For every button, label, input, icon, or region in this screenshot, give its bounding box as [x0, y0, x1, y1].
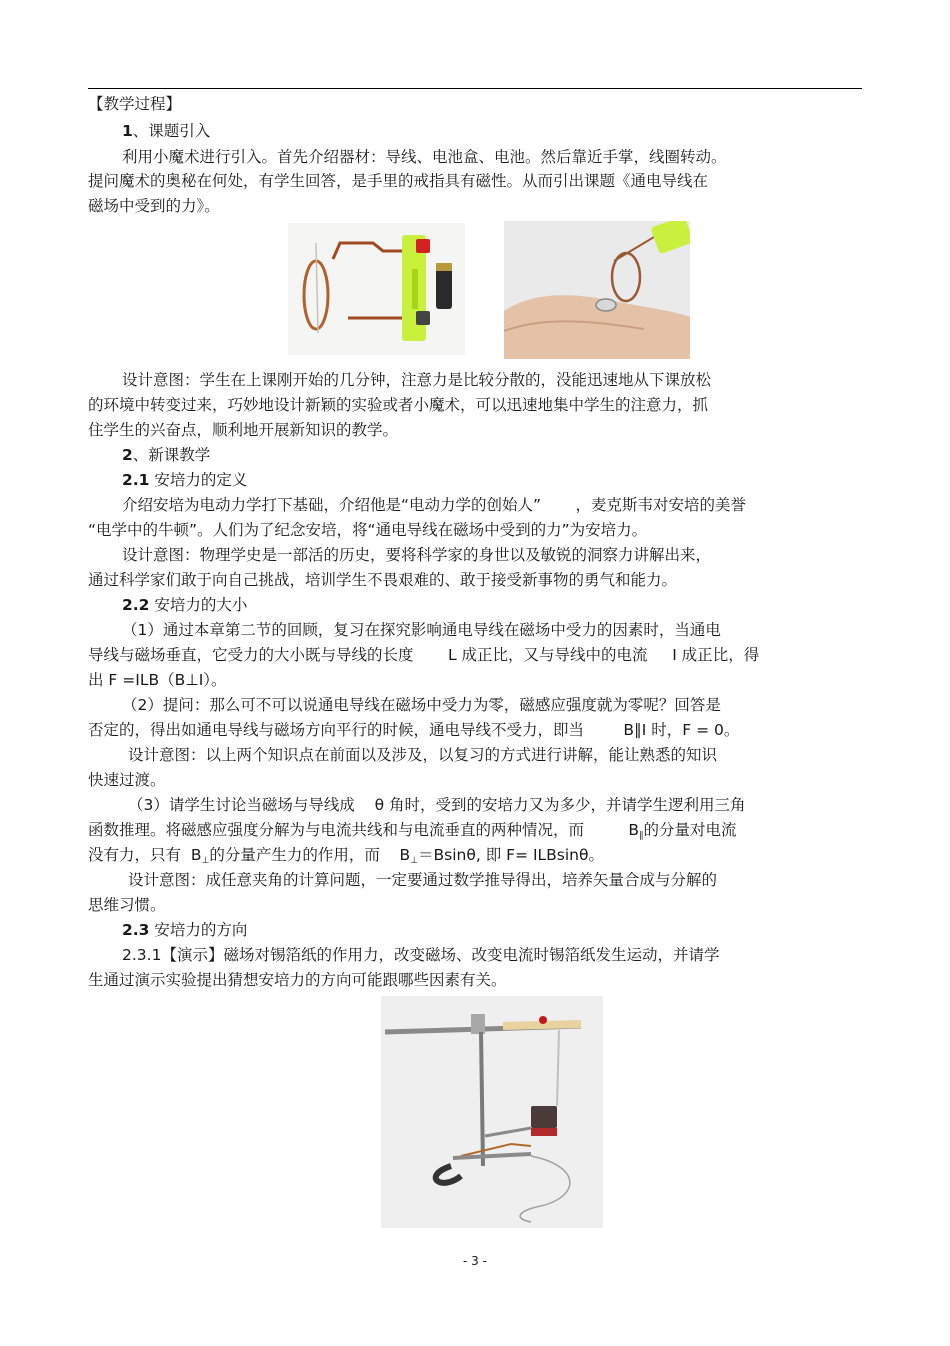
design-intent: 设计意图：以上两个知识点在前面以及涉及，以复习的方式进行讲解，能让熟悉的知识	[128, 746, 718, 764]
paragraph-line: 2.3.1【演示】磁场对锡箔纸的作用力，改变磁场、改变电流时锡箔纸发生运动，并请学	[122, 946, 720, 964]
section-title: 【教学过程】	[88, 95, 182, 113]
design-intent: 设计意图：物理学史是一部活的历史，要将科学家的身世以及敏锐的洞察力讲解出来，	[122, 546, 712, 564]
paragraph-line: （3）请学生讨论当磁场与导线成 θ 角时，受到的安培力又为多少，并请学生逻利用三角	[128, 796, 746, 814]
stand-apparatus-photo	[381, 996, 603, 1228]
magic-apparatus-photo	[288, 223, 465, 355]
subheading-2-1: 2.1 安培力的定义	[122, 471, 248, 489]
paragraph-line: （2）提问：那么可不可以说通电导线在磁场中受力为零，磁感应强度就为零呢？回答是	[122, 696, 721, 714]
design-intent: 设计意图：成任意夹角的计算问题，一定要通过数学推导得出，培养矢量合成与分解的	[128, 871, 718, 889]
subheading-2-3: 2.3 安培力的方向	[122, 921, 248, 939]
header-rule	[88, 88, 862, 89]
subheading-2-2: 2.2 安培力的大小	[122, 596, 248, 614]
paragraph-line: “电学中的牛顿”。人们为了纪念安培，将“通电导线在磁场中受到的力”为安培力。	[88, 521, 648, 539]
stand-apparatus-illustration	[381, 996, 603, 1228]
magic-apparatus-illustration	[288, 223, 465, 355]
hand-demo-illustration	[504, 221, 690, 359]
paragraph-line: 思维习惯。	[88, 896, 166, 914]
page-number: - 3 -	[463, 1254, 487, 1268]
paragraph-line: 介绍安培为电动力学打下基础，介绍他是“电动力学的创始人” ，麦克斯韦对安培的美誉	[122, 496, 747, 514]
paragraph-line: （1）通过本章第二节的回顾，复习在探究影响通电导线在磁场中受力的因素时，当通电	[122, 621, 721, 639]
paragraph-line: 的环境中转变过来，巧妙地设计新颖的实验或者小魔术，可以迅速地集中学生的注意力，抓	[88, 396, 709, 414]
design-intent: 设计意图：学生在上课刚开始的几分钟，注意力是比较分散的，没能迅速地从下课放松	[122, 371, 712, 389]
paragraph-line: 没有力，只有 B⊥的分量产生力的作用，而 B⊥＝Bsinθ, 即 F= ILBsinθ。	[88, 846, 604, 866]
hand-demo-photo	[504, 221, 690, 359]
paragraph-line: 否定的，得出如通电导线与磁场方向平行的时候，通电导线不受力，即当 B∥I 时，F = 0。	[88, 721, 740, 739]
paragraph-line: 磁场中受到的力》。	[88, 197, 220, 215]
paragraph-line: 出 F =ILB（B⊥I）。	[88, 671, 227, 689]
paragraph-line: 提问魔术的奥秘在何处，有学生回答，是手里的戒指具有磁性。从而引出课题《通电导线在	[88, 172, 709, 190]
paragraph-line: 函数推理。将磁感应强度分解为与电流共线和与电流垂直的两种情况，而 B∥的分量对电流	[88, 821, 737, 841]
paragraph-line: 生通过演示实验提出猜想安培力的方向可能跟哪些因素有关。	[88, 971, 507, 989]
paragraph-line: 导线与磁场垂直，它受力的大小既与导线的长度 L 成正比，又与导线中的电流 I 成正比，得	[88, 646, 760, 664]
heading-1: 1、课题引入	[122, 122, 211, 140]
paragraph-line: 住学生的兴奋点，顺利地开展新知识的教学。	[88, 421, 399, 439]
paragraph-line: 通过科学家们敢于向自己挑战，培训学生不畏艰难的、敢于接受新事物的勇气和能力。	[88, 571, 678, 589]
paragraph-line: 快速过渡。	[88, 771, 166, 789]
heading-2: 2、新课教学	[122, 446, 211, 464]
paragraph-line: 利用小魔术进行引入。首先介绍器材：导线、电池盒、电池。然后靠近手掌，线圈转动。	[122, 148, 727, 166]
